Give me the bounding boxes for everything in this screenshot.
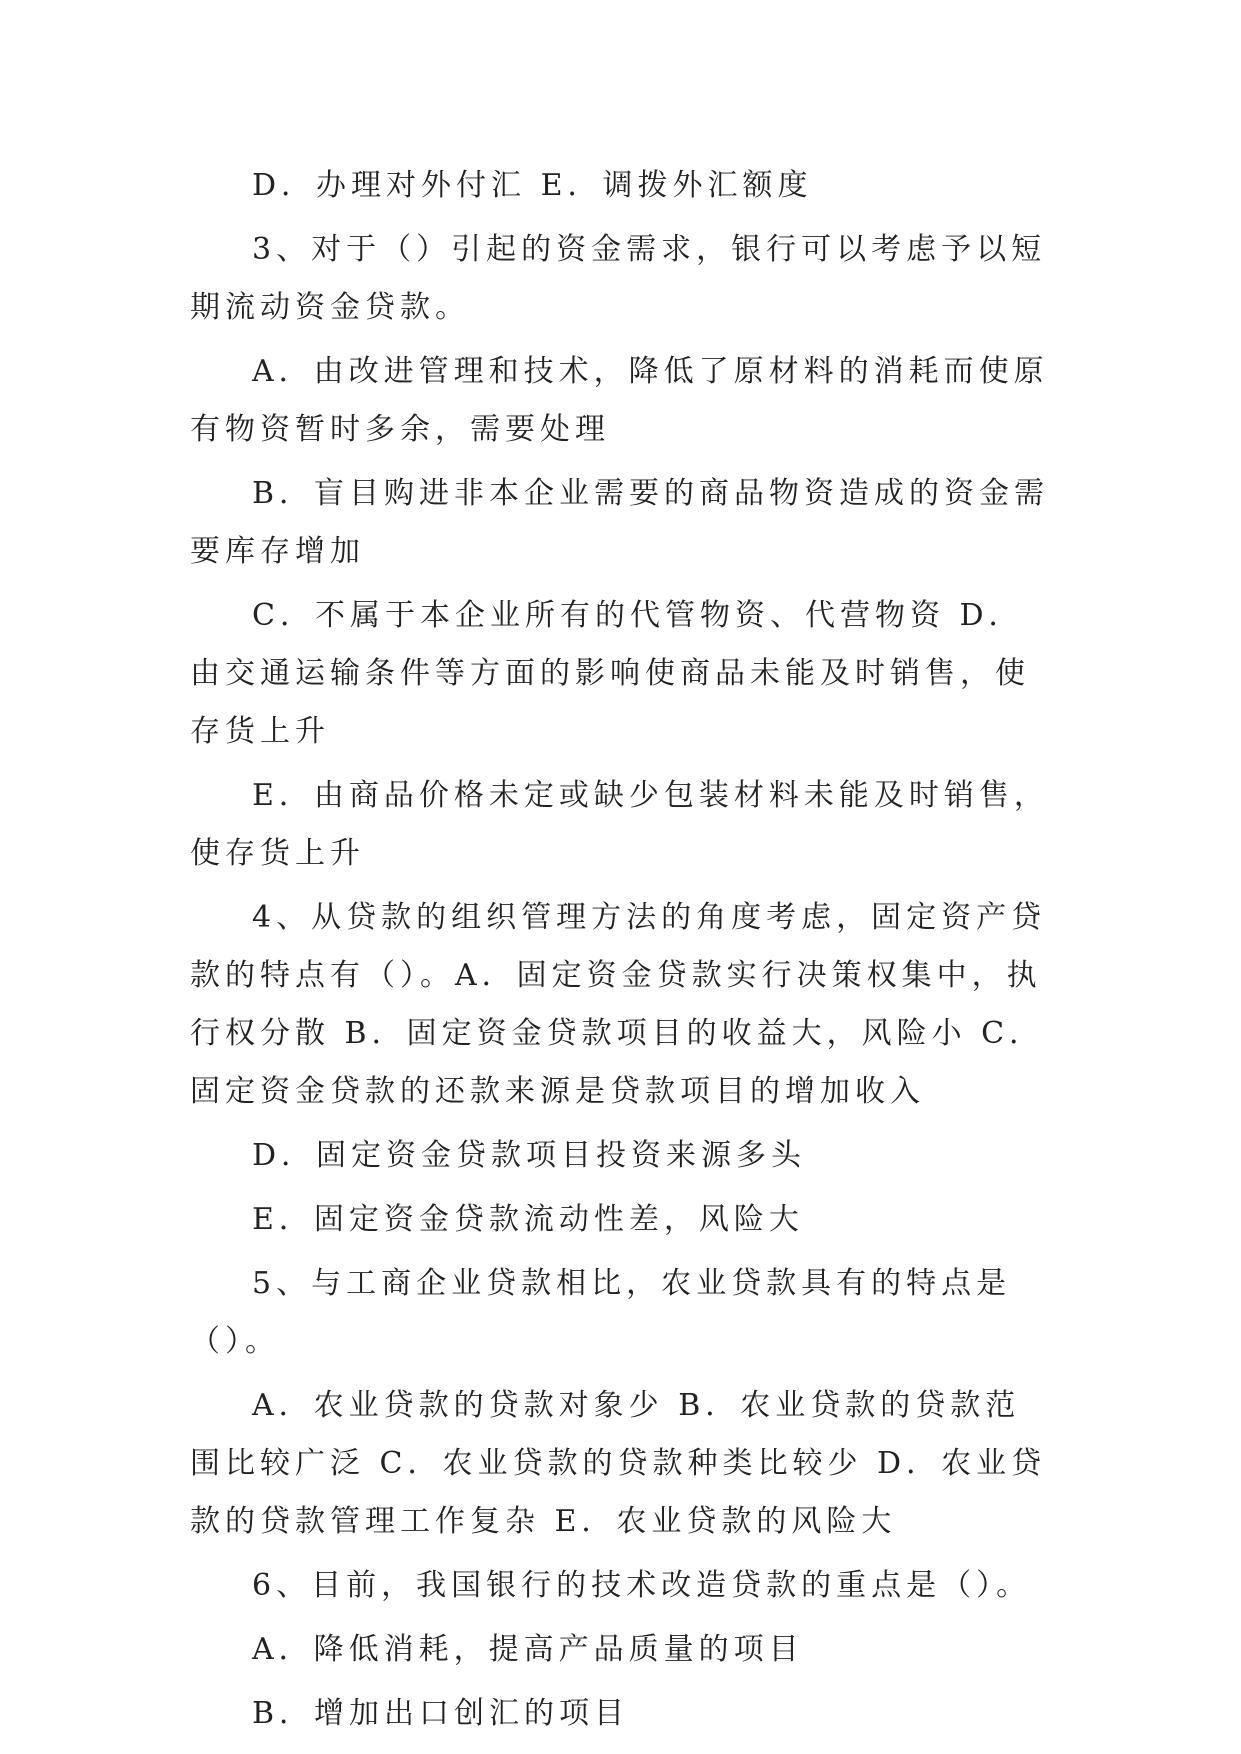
paragraph-question-4: 4、从贷款的组织管理方法的角度考虑，固定资产贷款的特点有（）。A．固定资金贷款实行决策权集中，执行权分散 B．固定资金贷款项目的收益大，风险小 C．固定资金贷款的还款来源是贷款项目的增加收入 bbox=[190, 900, 1047, 1109]
paragraph-q4-option-d: D．固定资金贷款项目投资来源多头 bbox=[252, 1138, 807, 1173]
paragraph-q6-option-a: A．降低消耗，提高产品质量的项目 bbox=[252, 1632, 804, 1667]
paragraph-q3-option-a: A．由改进管理和技术，降低了原材料的消耗而使原有物资暂时多余，需要处理 bbox=[190, 354, 1049, 447]
paragraph-q3-option-c-d: C．不属于本企业所有的代管物资、代营物资 D．由交通运输条件等方面的影响使商品未能及时销售，使存货上升 bbox=[190, 598, 1030, 749]
paragraph-question-6: 6、目前，我国银行的技术改造贷款的重点是（）。 bbox=[252, 1568, 1032, 1603]
paragraph-q3-option-e: E．由商品价格未定或缺少包装材料未能及时销售，使存货上升 bbox=[190, 778, 1049, 871]
paragraph-q5-options: A．农业贷款的贷款对象少 B．农业贷款的贷款范围比较广泛 C．农业贷款的贷款种类比较少 D．农业贷款的贷款管理工作复杂 E．农业贷款的风险大 bbox=[190, 1388, 1047, 1539]
paragraph-question-5: 5、与工商企业贷款相比，农业贷款具有的特点是（）。 bbox=[190, 1266, 1012, 1359]
document-body bbox=[190, 157, 1050, 1749]
paragraph-question-3: 3、对于（）引起的资金需求，银行可以考虑予以短期流动资金贷款。 bbox=[190, 232, 1047, 325]
paragraph-q3-option-b: B．盲目购进非本企业需要的商品物资造成的资金需要库存增加 bbox=[190, 476, 1050, 569]
paragraph-q4-option-e: E．固定资金贷款流动性差，风险大 bbox=[252, 1202, 804, 1237]
paragraph-option-d-e: D．办理对外付汇 E．调拨外汇额度 bbox=[252, 168, 813, 203]
paragraph-q6-option-b: B．增加出口创汇的项目 bbox=[252, 1696, 630, 1731]
